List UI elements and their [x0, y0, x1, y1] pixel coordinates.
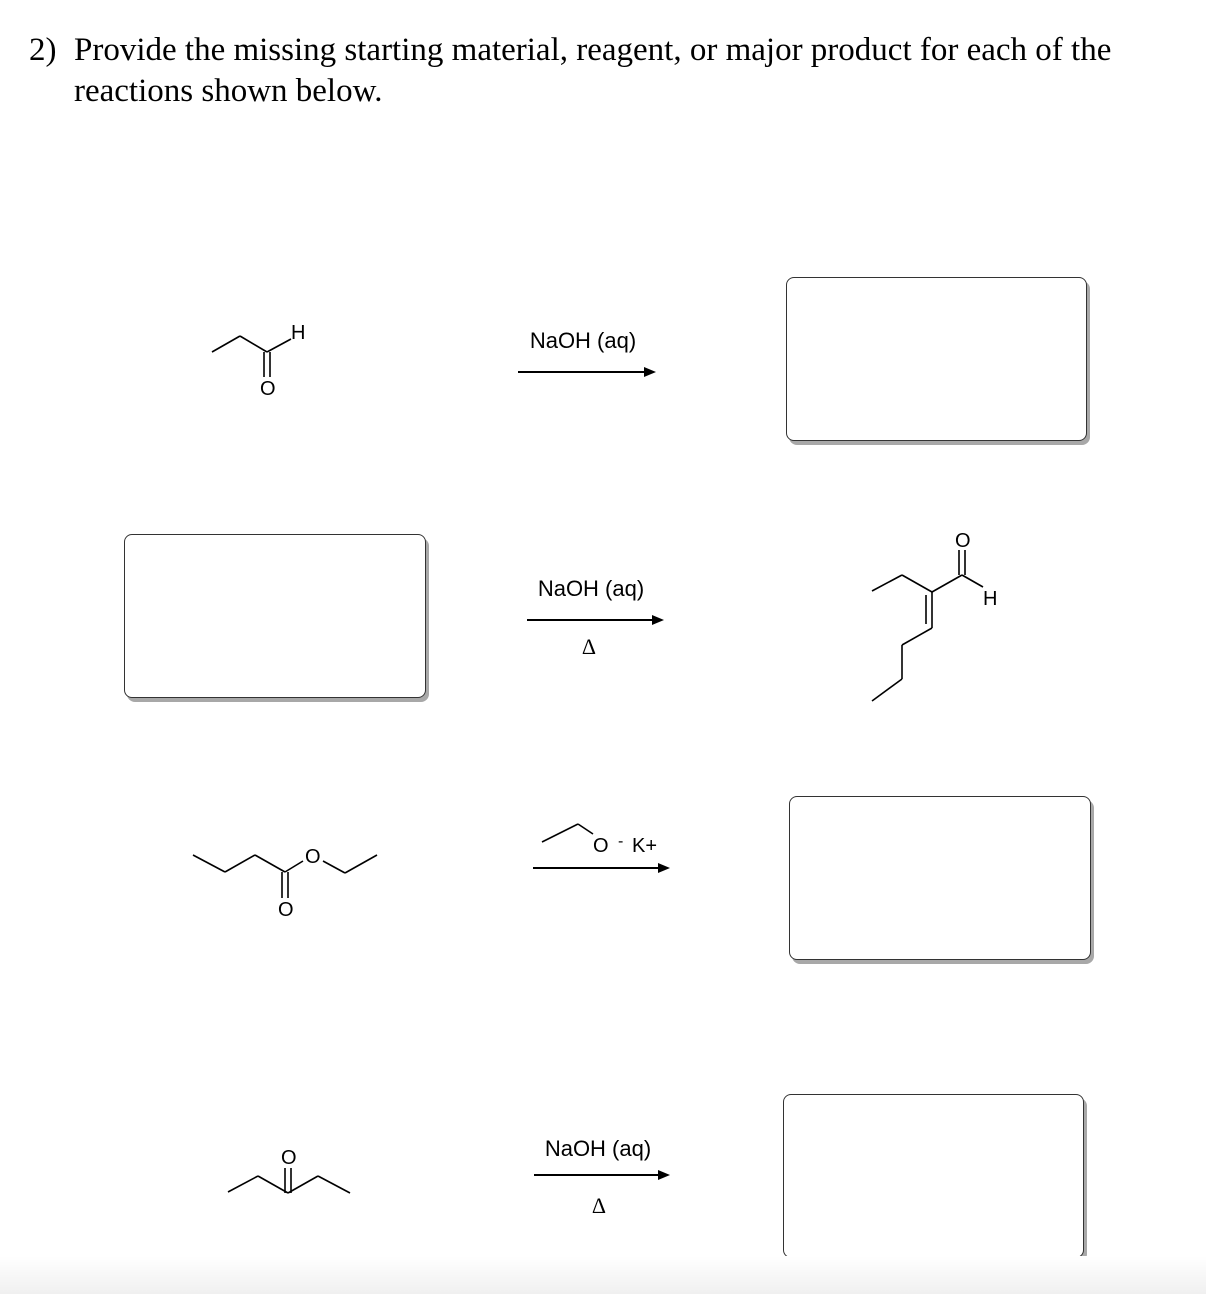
reaction-1-starting-material [200, 310, 330, 400]
reaction-2-reagent: NaOH (aq) [537, 576, 645, 601]
reaction-1-hydrogen-label: H [291, 322, 306, 344]
reaction-4-reagent: NaOH (aq) [544, 1136, 652, 1161]
question-number: 2) [29, 32, 57, 68]
reaction-1-arrow [518, 366, 656, 378]
reaction-3-product-box[interactable] [789, 796, 1091, 960]
reaction-3-starting-material [185, 835, 385, 925]
reaction-4-heat-symbol: Δ [591, 1193, 607, 1218]
reaction-4-starting-material [220, 1140, 370, 1220]
reaction-4-oxygen-label: O [281, 1147, 297, 1169]
reaction-3-arrow [533, 862, 670, 874]
reaction-4-product-box[interactable] [783, 1094, 1084, 1258]
page-footer-band [0, 1256, 1206, 1294]
reaction-3-reagent-oxygen: O [593, 835, 609, 857]
reaction-3-reagent-charge: - [618, 833, 624, 850]
reaction-2-starting-material-box[interactable] [124, 534, 426, 698]
reaction-2-arrow [527, 614, 664, 626]
reaction-1-product-box[interactable] [786, 277, 1087, 441]
reaction-2-product [860, 525, 1020, 715]
reaction-3-reagent-ethoxide [538, 818, 678, 860]
reaction-2-heat-symbol: Δ [581, 634, 597, 659]
reaction-3-carbonyl-oxygen-label: O [278, 899, 294, 921]
reaction-2-oxygen-label: O [955, 530, 971, 552]
question-text: Provide the missing starting material, reagent, or major product for each of the reactions shown below. [74, 32, 1112, 109]
reaction-3-reagent-cation: K+ [632, 835, 658, 857]
reaction-4-arrow [534, 1169, 670, 1181]
reaction-1-reagent: NaOH (aq) [529, 328, 637, 353]
reaction-1-oxygen-label: O [260, 378, 276, 400]
reaction-3-ester-oxygen-label: O [305, 846, 321, 868]
reaction-2-hydrogen-label: H [983, 588, 998, 610]
